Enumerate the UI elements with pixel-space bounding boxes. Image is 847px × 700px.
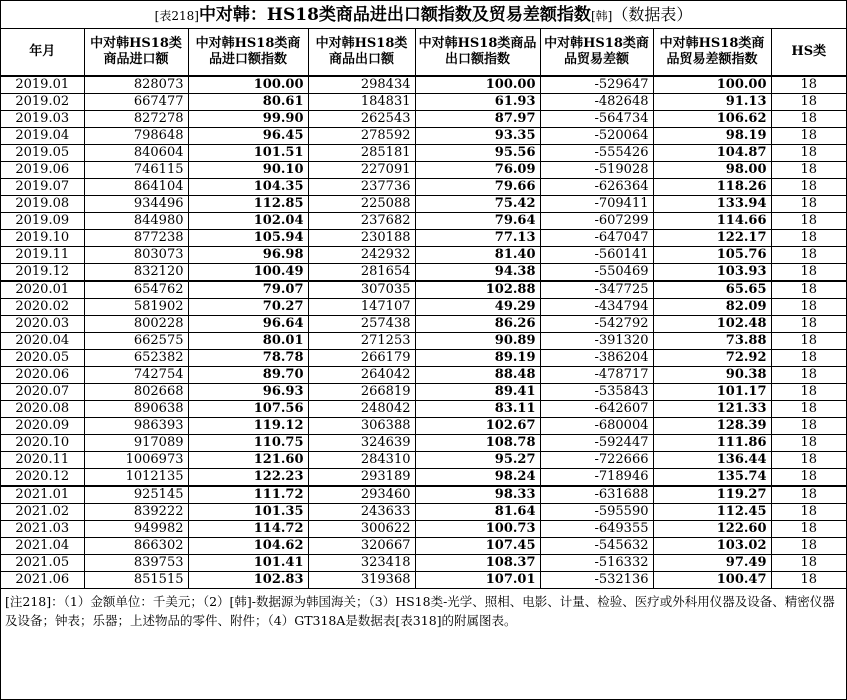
cell-export: 264042 bbox=[308, 367, 415, 384]
header-import: 中对韩HS18类商品进口额 bbox=[84, 29, 188, 76]
cell-hs-class: 18 bbox=[771, 264, 846, 282]
cell-import-index: 96.64 bbox=[188, 316, 308, 333]
cell-hs-class: 18 bbox=[771, 316, 846, 333]
cell-export-index: 61.93 bbox=[415, 94, 540, 111]
cell-balance-index: 72.92 bbox=[653, 350, 771, 367]
cell-balance: -709411 bbox=[540, 196, 653, 213]
cell-import: 851515 bbox=[84, 572, 188, 589]
cell-import-index: 112.85 bbox=[188, 196, 308, 213]
cell-hs-class: 18 bbox=[771, 333, 846, 350]
cell-import-index: 79.07 bbox=[188, 281, 308, 299]
cell-export-index: 100.00 bbox=[415, 76, 540, 94]
cell-hs-class: 18 bbox=[771, 572, 846, 589]
cell-month: 2019.07 bbox=[1, 179, 84, 196]
table-row bbox=[1, 264, 846, 282]
cell-export-index: 88.48 bbox=[415, 367, 540, 384]
cell-import: 581902 bbox=[84, 299, 188, 316]
cell-month: 2021.06 bbox=[1, 572, 84, 589]
cell-balance: -722666 bbox=[540, 452, 653, 469]
cell-export: 278592 bbox=[308, 128, 415, 145]
cell-balance: -642607 bbox=[540, 401, 653, 418]
cell-hs-class: 18 bbox=[771, 435, 846, 452]
cell-export: 266819 bbox=[308, 384, 415, 401]
header-balance: 中对韩HS18类商品贸易差额 bbox=[540, 29, 653, 76]
cell-export: 262543 bbox=[308, 111, 415, 128]
cell-balance: -391320 bbox=[540, 333, 653, 350]
cell-import: 827278 bbox=[84, 111, 188, 128]
cell-import: 798648 bbox=[84, 128, 188, 145]
cell-import-index: 104.62 bbox=[188, 538, 308, 555]
cell-export-index: 87.97 bbox=[415, 111, 540, 128]
cell-balance-index: 128.39 bbox=[653, 418, 771, 435]
cell-export-index: 98.24 bbox=[415, 469, 540, 487]
cell-export-index: 107.01 bbox=[415, 572, 540, 589]
cell-balance: -347725 bbox=[540, 281, 653, 299]
cell-balance-index: 104.87 bbox=[653, 145, 771, 162]
table-row bbox=[1, 367, 846, 384]
table-row bbox=[1, 452, 846, 469]
cell-month: 2019.10 bbox=[1, 230, 84, 247]
cell-balance-index: 102.48 bbox=[653, 316, 771, 333]
cell-balance-index: 100.00 bbox=[653, 76, 771, 94]
cell-export: 230188 bbox=[308, 230, 415, 247]
table-row bbox=[1, 196, 846, 213]
cell-export: 319368 bbox=[308, 572, 415, 589]
footnote: [注218]：（1）金额单位：千美元；（2）[韩]-数据源为韩国海关；（3）HS18类-光学、照相、电影、计量、检验、医疗或外科用仪器及设备、精密仪器及设备；钟表；乐器；上述物品的零件、附件；（4）GT318A是数据表[表318]的附属图表。 bbox=[5, 594, 835, 628]
cell-export-index: 108.78 bbox=[415, 435, 540, 452]
cell-balance-index: 91.13 bbox=[653, 94, 771, 111]
table-row bbox=[1, 435, 846, 452]
cell-import: 654762 bbox=[84, 281, 188, 299]
cell-import: 890638 bbox=[84, 401, 188, 418]
cell-import-index: 96.45 bbox=[188, 128, 308, 145]
cell-import: 917089 bbox=[84, 435, 188, 452]
cell-hs-class: 18 bbox=[771, 247, 846, 264]
cell-import-index: 122.23 bbox=[188, 469, 308, 487]
cell-export: 237682 bbox=[308, 213, 415, 230]
cell-export: 266179 bbox=[308, 350, 415, 367]
cell-balance-index: 119.27 bbox=[653, 486, 771, 504]
cell-import: 925145 bbox=[84, 486, 188, 504]
cell-hs-class: 18 bbox=[771, 521, 846, 538]
cell-import: 746115 bbox=[84, 162, 188, 179]
cell-balance-index: 118.26 bbox=[653, 179, 771, 196]
cell-export: 285181 bbox=[308, 145, 415, 162]
cell-export: 243633 bbox=[308, 504, 415, 521]
cell-balance-index: 114.66 bbox=[653, 213, 771, 230]
cell-import: 839753 bbox=[84, 555, 188, 572]
cell-balance: -680004 bbox=[540, 418, 653, 435]
cell-import-index: 110.75 bbox=[188, 435, 308, 452]
cell-import-index: 101.35 bbox=[188, 504, 308, 521]
cell-month: 2019.01 bbox=[1, 76, 84, 94]
cell-balance: -478717 bbox=[540, 367, 653, 384]
cell-import: 832120 bbox=[84, 264, 188, 282]
cell-import-index: 89.70 bbox=[188, 367, 308, 384]
cell-balance: -564734 bbox=[540, 111, 653, 128]
table-row bbox=[1, 111, 846, 128]
cell-balance: -560141 bbox=[540, 247, 653, 264]
cell-month: 2020.10 bbox=[1, 435, 84, 452]
cell-balance-index: 112.45 bbox=[653, 504, 771, 521]
table-row bbox=[1, 504, 846, 521]
cell-balance-index: 111.86 bbox=[653, 435, 771, 452]
table-row bbox=[1, 247, 846, 264]
table-row bbox=[1, 333, 846, 350]
cell-export-index: 102.67 bbox=[415, 418, 540, 435]
cell-month: 2020.03 bbox=[1, 316, 84, 333]
cell-balance-index: 101.17 bbox=[653, 384, 771, 401]
table-row bbox=[1, 486, 846, 504]
header-export-index: 中对韩HS18类商品出口额指数 bbox=[415, 29, 540, 76]
cell-import-index: 101.51 bbox=[188, 145, 308, 162]
cell-import: 802668 bbox=[84, 384, 188, 401]
cell-balance-index: 82.09 bbox=[653, 299, 771, 316]
cell-export-index: 90.89 bbox=[415, 333, 540, 350]
cell-export: 320667 bbox=[308, 538, 415, 555]
cell-month: 2021.01 bbox=[1, 486, 84, 504]
cell-balance-index: 121.33 bbox=[653, 401, 771, 418]
cell-month: 2020.07 bbox=[1, 384, 84, 401]
cell-hs-class: 18 bbox=[771, 128, 846, 145]
cell-hs-class: 18 bbox=[771, 384, 846, 401]
cell-balance-index: 90.38 bbox=[653, 367, 771, 384]
cell-export-index: 95.27 bbox=[415, 452, 540, 469]
cell-balance: -520064 bbox=[540, 128, 653, 145]
cell-hs-class: 18 bbox=[771, 213, 846, 230]
title-tag-suffix: [韩] bbox=[590, 9, 613, 23]
cell-import-index: 107.56 bbox=[188, 401, 308, 418]
cell-hs-class: 18 bbox=[771, 367, 846, 384]
cell-import: 800228 bbox=[84, 316, 188, 333]
cell-balance-index: 133.94 bbox=[653, 196, 771, 213]
cell-month: 2020.05 bbox=[1, 350, 84, 367]
cell-export: 242932 bbox=[308, 247, 415, 264]
cell-balance-index: 73.88 bbox=[653, 333, 771, 350]
cell-export-index: 98.33 bbox=[415, 486, 540, 504]
cell-export: 248042 bbox=[308, 401, 415, 418]
cell-balance-index: 97.49 bbox=[653, 555, 771, 572]
cell-month: 2019.06 bbox=[1, 162, 84, 179]
cell-balance-index: 98.19 bbox=[653, 128, 771, 145]
table-row bbox=[1, 521, 846, 538]
header-export: 中对韩HS18类商品出口额 bbox=[308, 29, 415, 76]
cell-balance: -631688 bbox=[540, 486, 653, 504]
cell-export-index: 49.29 bbox=[415, 299, 540, 316]
cell-export: 298434 bbox=[308, 76, 415, 94]
cell-export: 293189 bbox=[308, 469, 415, 487]
cell-hs-class: 18 bbox=[771, 504, 846, 521]
cell-export: 300622 bbox=[308, 521, 415, 538]
cell-month: 2019.09 bbox=[1, 213, 84, 230]
cell-month: 2021.04 bbox=[1, 538, 84, 555]
cell-export: 147107 bbox=[308, 299, 415, 316]
cell-export: 324639 bbox=[308, 435, 415, 452]
table-row bbox=[1, 316, 846, 333]
cell-import-index: 105.94 bbox=[188, 230, 308, 247]
cell-month: 2020.08 bbox=[1, 401, 84, 418]
cell-export-index: 93.35 bbox=[415, 128, 540, 145]
cell-balance: -718946 bbox=[540, 469, 653, 487]
cell-balance: -386204 bbox=[540, 350, 653, 367]
cell-import-index: 99.90 bbox=[188, 111, 308, 128]
cell-balance-index: 100.47 bbox=[653, 572, 771, 589]
cell-import-index: 100.00 bbox=[188, 76, 308, 94]
cell-hs-class: 18 bbox=[771, 401, 846, 418]
cell-import-index: 90.10 bbox=[188, 162, 308, 179]
table-row bbox=[1, 94, 846, 111]
cell-month: 2021.05 bbox=[1, 555, 84, 572]
cell-import-index: 80.61 bbox=[188, 94, 308, 111]
cell-export-index: 89.41 bbox=[415, 384, 540, 401]
data-table bbox=[1, 29, 846, 589]
cell-balance: -626364 bbox=[540, 179, 653, 196]
table-row bbox=[1, 128, 846, 145]
cell-export: 237736 bbox=[308, 179, 415, 196]
cell-month: 2019.02 bbox=[1, 94, 84, 111]
cell-month: 2021.03 bbox=[1, 521, 84, 538]
cell-balance: -542792 bbox=[540, 316, 653, 333]
cell-hs-class: 18 bbox=[771, 452, 846, 469]
table-row bbox=[1, 162, 846, 179]
table-row bbox=[1, 572, 846, 589]
cell-import: 1006973 bbox=[84, 452, 188, 469]
table-row bbox=[1, 350, 846, 367]
cell-import-index: 78.78 bbox=[188, 350, 308, 367]
cell-hs-class: 18 bbox=[771, 418, 846, 435]
cell-balance-index: 103.02 bbox=[653, 538, 771, 555]
cell-import: 1012135 bbox=[84, 469, 188, 487]
cell-balance-index: 103.93 bbox=[653, 264, 771, 282]
cell-export: 227091 bbox=[308, 162, 415, 179]
cell-balance-index: 122.60 bbox=[653, 521, 771, 538]
cell-balance: -555426 bbox=[540, 145, 653, 162]
cell-month: 2019.04 bbox=[1, 128, 84, 145]
cell-import: 986393 bbox=[84, 418, 188, 435]
cell-month: 2020.06 bbox=[1, 367, 84, 384]
cell-hs-class: 18 bbox=[771, 555, 846, 572]
cell-import: 840604 bbox=[84, 145, 188, 162]
cell-month: 2019.03 bbox=[1, 111, 84, 128]
table-row bbox=[1, 213, 846, 230]
cell-month: 2020.01 bbox=[1, 281, 84, 299]
cell-month: 2020.12 bbox=[1, 469, 84, 487]
cell-export-index: 94.38 bbox=[415, 264, 540, 282]
cell-month: 2019.11 bbox=[1, 247, 84, 264]
cell-export-index: 102.88 bbox=[415, 281, 540, 299]
cell-import-index: 102.04 bbox=[188, 213, 308, 230]
cell-balance: -519028 bbox=[540, 162, 653, 179]
header-month: 年月 bbox=[1, 29, 84, 76]
cell-balance: -550469 bbox=[540, 264, 653, 282]
header-balance-index: 中对韩HS18类商品贸易差额指数 bbox=[653, 29, 771, 76]
cell-export-index: 83.11 bbox=[415, 401, 540, 418]
cell-balance: -592447 bbox=[540, 435, 653, 452]
cell-export-index: 76.09 bbox=[415, 162, 540, 179]
cell-hs-class: 18 bbox=[771, 281, 846, 299]
cell-hs-class: 18 bbox=[771, 486, 846, 504]
cell-import-index: 119.12 bbox=[188, 418, 308, 435]
cell-export: 306388 bbox=[308, 418, 415, 435]
cell-import: 828073 bbox=[84, 76, 188, 94]
cell-import: 877238 bbox=[84, 230, 188, 247]
cell-balance-index: 98.00 bbox=[653, 162, 771, 179]
cell-balance-index: 105.76 bbox=[653, 247, 771, 264]
cell-import-index: 70.27 bbox=[188, 299, 308, 316]
cell-export-index: 81.40 bbox=[415, 247, 540, 264]
cell-export-index: 79.64 bbox=[415, 213, 540, 230]
cell-balance: -532136 bbox=[540, 572, 653, 589]
cell-import: 652382 bbox=[84, 350, 188, 367]
cell-balance: -482648 bbox=[540, 94, 653, 111]
cell-import: 667477 bbox=[84, 94, 188, 111]
table-row bbox=[1, 281, 846, 299]
cell-hs-class: 18 bbox=[771, 350, 846, 367]
cell-balance: -595590 bbox=[540, 504, 653, 521]
cell-export: 284310 bbox=[308, 452, 415, 469]
cell-month: 2019.05 bbox=[1, 145, 84, 162]
cell-balance-index: 106.62 bbox=[653, 111, 771, 128]
cell-import-index: 96.98 bbox=[188, 247, 308, 264]
cell-import: 803073 bbox=[84, 247, 188, 264]
header-import-index: 中对韩HS18类商品进口额指数 bbox=[188, 29, 308, 76]
cell-export: 323418 bbox=[308, 555, 415, 572]
title-tag-prefix: [表218] bbox=[154, 9, 199, 23]
table-body bbox=[1, 76, 846, 589]
cell-import-index: 102.83 bbox=[188, 572, 308, 589]
cell-month: 2019.12 bbox=[1, 264, 84, 282]
cell-balance-index: 135.74 bbox=[653, 469, 771, 487]
cell-export-index: 86.26 bbox=[415, 316, 540, 333]
cell-hs-class: 18 bbox=[771, 179, 846, 196]
cell-balance: -516332 bbox=[540, 555, 653, 572]
cell-import-index: 104.35 bbox=[188, 179, 308, 196]
cell-import: 662575 bbox=[84, 333, 188, 350]
cell-export: 271253 bbox=[308, 333, 415, 350]
cell-hs-class: 18 bbox=[771, 145, 846, 162]
table-row bbox=[1, 384, 846, 401]
table-row bbox=[1, 230, 846, 247]
cell-import: 742754 bbox=[84, 367, 188, 384]
table-row bbox=[1, 76, 846, 94]
cell-balance-index: 136.44 bbox=[653, 452, 771, 469]
cell-month: 2020.09 bbox=[1, 418, 84, 435]
cell-balance: -529647 bbox=[540, 76, 653, 94]
cell-month: 2020.02 bbox=[1, 299, 84, 316]
cell-month: 2020.04 bbox=[1, 333, 84, 350]
table-row bbox=[1, 179, 846, 196]
cell-export-index: 100.73 bbox=[415, 521, 540, 538]
cell-import-index: 100.49 bbox=[188, 264, 308, 282]
cell-export: 293460 bbox=[308, 486, 415, 504]
cell-import-index: 121.60 bbox=[188, 452, 308, 469]
cell-import-index: 101.41 bbox=[188, 555, 308, 572]
cell-export-index: 79.66 bbox=[415, 179, 540, 196]
cell-balance: -535843 bbox=[540, 384, 653, 401]
cell-month: 2021.02 bbox=[1, 504, 84, 521]
cell-export-index: 107.45 bbox=[415, 538, 540, 555]
cell-balance-index: 65.65 bbox=[653, 281, 771, 299]
cell-hs-class: 18 bbox=[771, 76, 846, 94]
table-row bbox=[1, 418, 846, 435]
cell-hs-class: 18 bbox=[771, 94, 846, 111]
cell-import-index: 111.72 bbox=[188, 486, 308, 504]
cell-import: 866302 bbox=[84, 538, 188, 555]
cell-hs-class: 18 bbox=[771, 162, 846, 179]
cell-export: 225088 bbox=[308, 196, 415, 213]
cell-balance: -647047 bbox=[540, 230, 653, 247]
cell-balance: -649355 bbox=[540, 521, 653, 538]
cell-export-index: 108.37 bbox=[415, 555, 540, 572]
cell-export-index: 95.56 bbox=[415, 145, 540, 162]
header-row bbox=[1, 29, 846, 76]
cell-balance: -434794 bbox=[540, 299, 653, 316]
cell-export: 257438 bbox=[308, 316, 415, 333]
cell-hs-class: 18 bbox=[771, 230, 846, 247]
table-row bbox=[1, 469, 846, 487]
cell-balance: -545632 bbox=[540, 538, 653, 555]
cell-import: 934496 bbox=[84, 196, 188, 213]
cell-month: 2020.11 bbox=[1, 452, 84, 469]
table-row bbox=[1, 299, 846, 316]
cell-export: 281654 bbox=[308, 264, 415, 282]
cell-import: 864104 bbox=[84, 179, 188, 196]
cell-export-index: 89.19 bbox=[415, 350, 540, 367]
cell-balance-index: 122.17 bbox=[653, 230, 771, 247]
cell-import: 839222 bbox=[84, 504, 188, 521]
cell-export: 307035 bbox=[308, 281, 415, 299]
table-row bbox=[1, 401, 846, 418]
cell-import: 844980 bbox=[84, 213, 188, 230]
cell-hs-class: 18 bbox=[771, 111, 846, 128]
cell-export-index: 77.13 bbox=[415, 230, 540, 247]
cell-import: 949982 bbox=[84, 521, 188, 538]
cell-month: 2019.08 bbox=[1, 196, 84, 213]
cell-hs-class: 18 bbox=[771, 538, 846, 555]
cell-hs-class: 18 bbox=[771, 299, 846, 316]
cell-export-index: 81.64 bbox=[415, 504, 540, 521]
cell-hs-class: 18 bbox=[771, 196, 846, 213]
table-row bbox=[1, 145, 846, 162]
table-row bbox=[1, 555, 846, 572]
cell-export: 184831 bbox=[308, 94, 415, 111]
cell-import-index: 96.93 bbox=[188, 384, 308, 401]
cell-import-index: 114.72 bbox=[188, 521, 308, 538]
table-title bbox=[1, 1, 846, 29]
title-main: 中对韩：HS18类商品进出口额指数及贸易差额指数 bbox=[198, 5, 591, 25]
cell-import-index: 80.01 bbox=[188, 333, 308, 350]
title-paren: （数据表） bbox=[612, 5, 693, 24]
cell-balance: -607299 bbox=[540, 213, 653, 230]
cell-export-index: 75.42 bbox=[415, 196, 540, 213]
header-hs-class: HS类 bbox=[771, 29, 846, 76]
cell-hs-class: 18 bbox=[771, 469, 846, 487]
table-row bbox=[1, 538, 846, 555]
